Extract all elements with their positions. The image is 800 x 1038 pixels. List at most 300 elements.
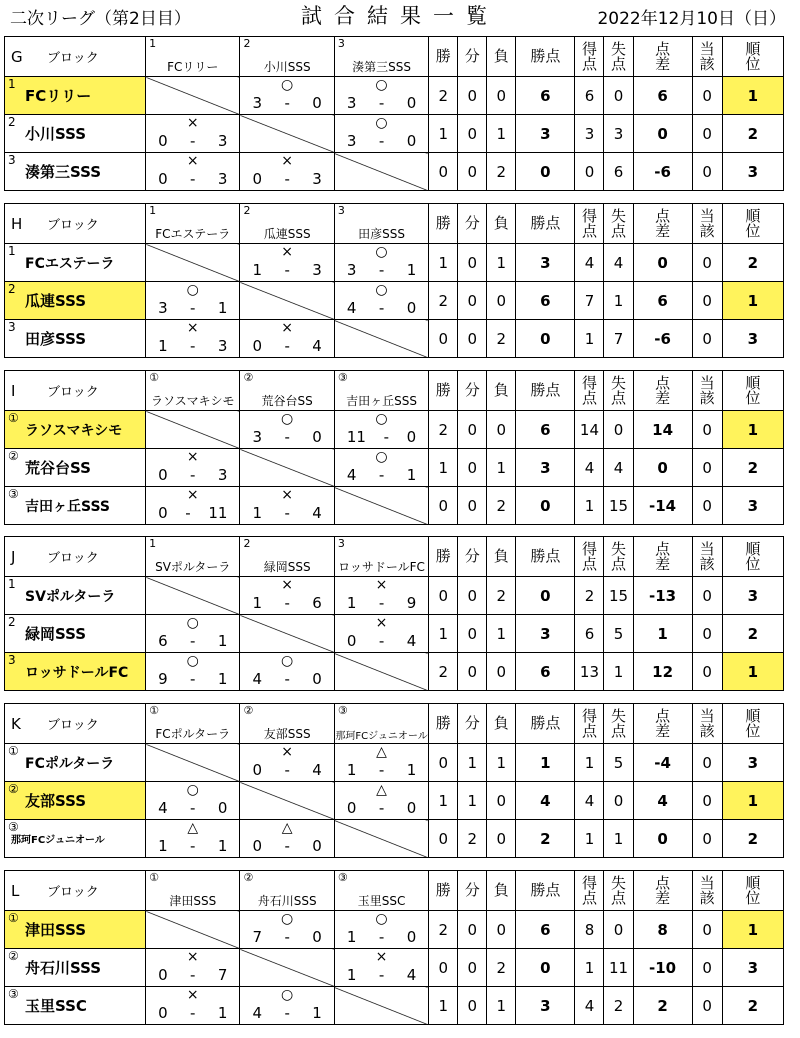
wins-value — [429, 487, 458, 525]
goals-for-value-text: 1 — [584, 829, 595, 848]
team-number: 2 — [8, 615, 16, 629]
match-score — [240, 837, 333, 855]
draws-value — [458, 320, 487, 358]
goal-diff-value-text: -6 — [654, 162, 671, 181]
rank-header-line2: 位 — [745, 221, 761, 240]
points-header-label: 勝点 — [530, 714, 561, 732]
block-letter-cell — [5, 371, 146, 411]
block-label: ブロック — [47, 718, 99, 733]
goals-for-header-line1: 得 — [581, 539, 597, 558]
score-separator: - — [378, 132, 385, 150]
rank-value — [722, 820, 783, 858]
draws-value — [458, 449, 487, 487]
rank-value — [722, 282, 783, 320]
score-separator: - — [190, 466, 196, 484]
goals-against-value-text: 0 — [613, 420, 624, 439]
wins-value-text: 2 — [438, 291, 449, 310]
score-for: 0 — [346, 799, 357, 817]
match-score — [335, 966, 428, 984]
losses-value — [487, 115, 516, 153]
table-row — [5, 820, 784, 858]
result-mark: ○ — [281, 987, 294, 1003]
draws-value — [458, 820, 487, 858]
losses-value — [487, 244, 516, 282]
score-separator: - — [190, 966, 196, 984]
goals-for-value — [575, 115, 604, 153]
team-name: SVポルターラ — [25, 588, 116, 605]
losses-value — [487, 77, 516, 115]
losses-value-text: 1 — [496, 624, 507, 643]
goals-against-header-line1: 失 — [610, 373, 626, 392]
wins-value — [429, 911, 458, 949]
draws-value — [458, 653, 487, 691]
match-result-cell — [146, 449, 240, 487]
score-separator: - — [378, 594, 385, 612]
result-mark: × — [281, 487, 294, 503]
goals-against-header — [604, 371, 633, 411]
match-result-cell — [240, 820, 334, 858]
points-header-label: 勝点 — [530, 381, 561, 399]
score-for: 1 — [346, 966, 357, 984]
opponent-number: ① — [149, 704, 159, 717]
draws-value — [458, 744, 487, 782]
goals-for-value — [575, 987, 604, 1025]
goal-diff-value — [633, 782, 692, 820]
wins-value-text: 0 — [438, 496, 449, 515]
match-result-cell — [240, 653, 334, 691]
goal-diff-value — [633, 911, 692, 949]
losses-value-text: 0 — [496, 791, 507, 810]
rank-value-text: 2 — [747, 458, 759, 477]
points-header — [516, 704, 575, 744]
goal-diff-header — [633, 704, 692, 744]
score-against: 0 — [406, 928, 417, 946]
match-result-cell — [240, 577, 334, 615]
score-separator: - — [284, 928, 290, 946]
draw-header-label: 分 — [464, 47, 480, 65]
team-number: 1 — [8, 77, 16, 91]
opponent-name: 小川SSS — [263, 60, 311, 74]
self-match-cell — [240, 782, 334, 820]
draws-value-text: 0 — [467, 586, 478, 605]
match-date: 2022年12月10日（日） — [597, 9, 786, 29]
block-letter-cell — [5, 37, 146, 77]
team-name-cell — [5, 411, 146, 449]
points-value — [516, 782, 575, 820]
goals-for-value — [575, 77, 604, 115]
opponent-header — [334, 37, 428, 77]
score-for: 6 — [158, 632, 168, 650]
team-number: ② — [8, 949, 19, 963]
rank-value-text: 1 — [747, 291, 759, 310]
opponent-number: 3 — [337, 537, 345, 550]
draw-header-label: 分 — [464, 714, 480, 732]
losses-value — [487, 744, 516, 782]
losses-value — [487, 653, 516, 691]
rank-header-line1: 順 — [745, 39, 761, 58]
win-header-label: 勝 — [435, 381, 451, 399]
goal-diff-header — [633, 204, 692, 244]
block-letter: J — [11, 547, 16, 566]
head-to-head-header — [692, 704, 722, 744]
wins-value — [429, 244, 458, 282]
goals-against-header — [604, 537, 633, 577]
match-score — [146, 504, 239, 522]
points-value-text: 4 — [540, 791, 551, 810]
wins-value-text: 2 — [438, 86, 449, 105]
goal-diff-header — [633, 537, 692, 577]
result-mark: ○ — [375, 244, 388, 260]
match-score — [240, 761, 333, 779]
draws-value-text: 0 — [467, 329, 478, 348]
block-letter: L — [11, 881, 20, 900]
goals-against-value — [604, 115, 633, 153]
match-score — [146, 1004, 239, 1022]
block-letter-cell — [5, 871, 146, 911]
match-result-cell — [334, 782, 428, 820]
wins-value — [429, 153, 458, 191]
points-value — [516, 987, 575, 1025]
self-match-cell — [240, 449, 334, 487]
losses-value-text: 2 — [496, 496, 507, 515]
points-header-label: 勝点 — [530, 881, 561, 899]
opponent-number: ① — [149, 871, 159, 884]
match-score — [335, 928, 428, 946]
league-title: 二次リーグ（第2日目） — [10, 9, 191, 29]
score-separator: - — [284, 94, 290, 112]
result-mark: × — [375, 949, 388, 965]
rank-header — [722, 871, 783, 911]
wins-value-text: 1 — [438, 624, 449, 643]
win-header-label: 勝 — [435, 214, 451, 232]
team-name: 田彦SSS — [25, 330, 87, 348]
rank-header — [722, 37, 783, 77]
points-value-text: 3 — [540, 253, 551, 272]
points-value — [516, 615, 575, 653]
rank-value-text: 1 — [747, 662, 759, 681]
losses-value — [487, 153, 516, 191]
opponent-number: 3 — [337, 37, 345, 50]
opponent-name: 那珂FCジュニオール — [335, 731, 428, 742]
score-separator: - — [190, 837, 196, 855]
score-against: 1 — [217, 1004, 228, 1022]
score-for: 7 — [252, 928, 262, 946]
rank-header-line2: 位 — [745, 554, 761, 573]
rank-value — [722, 615, 783, 653]
points-header-label: 勝点 — [530, 47, 561, 65]
rank-value-text: 1 — [747, 920, 759, 939]
team-name-cell — [5, 282, 146, 320]
score-for: 3 — [346, 132, 357, 150]
draws-value-text: 1 — [467, 791, 478, 810]
head-to-head-header-line2: 該 — [699, 54, 715, 73]
match-score — [335, 594, 428, 612]
head-to-head-value-text: 0 — [702, 920, 712, 939]
head-to-head-header — [692, 371, 722, 411]
rank-value — [722, 153, 783, 191]
rank-value — [722, 244, 783, 282]
wins-value-text: 1 — [438, 458, 449, 477]
block-k-table — [4, 703, 784, 858]
match-result-cell — [146, 487, 240, 525]
block-letter-cell — [5, 537, 146, 577]
match-result-cell — [146, 987, 240, 1025]
match-score — [240, 928, 333, 946]
wins-value-text: 2 — [438, 420, 449, 439]
score-against: 0 — [312, 837, 322, 855]
score-for: 0 — [252, 761, 262, 779]
opponent-header — [146, 204, 240, 244]
points-value — [516, 820, 575, 858]
table-row — [5, 411, 784, 449]
goals-against-value — [604, 911, 633, 949]
head-to-head-header-line1: 当 — [699, 39, 715, 58]
draws-value — [458, 782, 487, 820]
result-mark: × — [186, 449, 199, 465]
block-header-row — [5, 204, 784, 244]
score-against: 0 — [406, 428, 417, 446]
goals-for-value — [575, 487, 604, 525]
score-against: 0 — [217, 799, 228, 817]
goals-for-value — [575, 949, 604, 987]
table-row — [5, 320, 784, 358]
goals-against-value-text: 3 — [613, 124, 624, 143]
goals-for-header — [575, 704, 604, 744]
opponent-number: 2 — [243, 204, 251, 217]
head-to-head-value — [692, 411, 722, 449]
score-for: 1 — [346, 761, 357, 779]
result-mark: ○ — [186, 282, 199, 298]
goal-diff-value-text: -13 — [649, 586, 677, 605]
goals-against-value-text: 0 — [613, 791, 624, 810]
points-header-label: 勝点 — [530, 214, 561, 232]
self-match-cell — [240, 115, 334, 153]
match-result-cell — [240, 987, 334, 1025]
goals-against-header-line2: 点 — [610, 221, 626, 240]
score-against: 0 — [406, 299, 417, 317]
goals-against-value — [604, 411, 633, 449]
loss-header-label: 負 — [493, 881, 509, 899]
team-name-cell — [5, 820, 146, 858]
score-against: 1 — [312, 1004, 322, 1022]
team-name: 津田SSS — [25, 921, 87, 939]
losses-value-text: 2 — [496, 162, 507, 181]
goals-for-value — [575, 782, 604, 820]
match-result-cell — [240, 487, 334, 525]
opponent-header — [240, 871, 334, 911]
goals-against-value-text: 4 — [613, 253, 624, 272]
goals-against-value — [604, 987, 633, 1025]
score-against: 0 — [406, 94, 417, 112]
score-for: 4 — [252, 670, 262, 688]
win-header-label: 勝 — [435, 714, 451, 732]
table-row — [5, 115, 784, 153]
head-to-head-header-line2: 該 — [699, 554, 715, 573]
goals-against-value-text: 5 — [613, 753, 624, 772]
goal-diff-header-line2: 差 — [655, 554, 671, 573]
opponent-name: ロッサドールFC — [338, 560, 425, 574]
goal-diff-header — [633, 871, 692, 911]
opponent-name: ラソスマキシモ — [151, 394, 235, 408]
win-header — [429, 371, 458, 411]
score-against: 3 — [217, 466, 228, 484]
block-letter-cell — [5, 704, 146, 744]
goals-against-header-line2: 点 — [610, 54, 626, 73]
score-against: 1 — [406, 466, 417, 484]
goals-against-value — [604, 487, 633, 525]
block-i-table — [4, 370, 784, 525]
match-score — [335, 428, 428, 446]
head-to-head-header-line2: 該 — [699, 221, 715, 240]
goal-diff-value-text: 0 — [657, 458, 668, 477]
goal-diff-header-line1: 点 — [655, 206, 671, 225]
rank-value — [722, 487, 783, 525]
goal-diff-header-line1: 点 — [655, 873, 671, 892]
points-value-text: 0 — [540, 162, 551, 181]
goals-against-header — [604, 204, 633, 244]
result-mark: × — [281, 744, 294, 760]
score-separator: - — [190, 1004, 196, 1022]
score-separator: - — [185, 504, 191, 522]
draws-value-text: 0 — [467, 996, 478, 1015]
head-to-head-header — [692, 204, 722, 244]
score-against: 4 — [312, 337, 322, 355]
match-score — [335, 632, 428, 650]
opponent-name: 友部SSS — [263, 727, 311, 741]
goal-diff-value — [633, 653, 692, 691]
table-row — [5, 782, 784, 820]
goal-diff-value — [633, 577, 692, 615]
score-separator: - — [378, 466, 385, 484]
head-to-head-value — [692, 782, 722, 820]
head-to-head-value-text: 0 — [702, 586, 712, 605]
score-against: 11 — [208, 504, 228, 522]
points-value-text: 6 — [540, 420, 551, 439]
draw-header-label: 分 — [464, 547, 480, 565]
score-for: 1 — [346, 928, 357, 946]
score-for: 0 — [158, 966, 168, 984]
opponent-header — [146, 37, 240, 77]
goal-diff-value-text: -10 — [649, 958, 677, 977]
head-to-head-value-text: 0 — [702, 753, 712, 772]
goals-against-value — [604, 577, 633, 615]
result-mark: ○ — [375, 282, 388, 298]
points-value-text: 3 — [540, 996, 551, 1015]
head-to-head-header-line1: 当 — [699, 706, 715, 725]
result-mark: ○ — [186, 615, 199, 631]
table-row — [5, 153, 784, 191]
goals-against-value — [604, 244, 633, 282]
result-mark: × — [186, 320, 199, 336]
draws-value-text: 0 — [467, 662, 478, 681]
goals-for-header-line2: 点 — [581, 388, 597, 407]
match-score — [146, 837, 239, 855]
match-score — [335, 94, 428, 112]
head-to-head-value — [692, 577, 722, 615]
goals-for-value — [575, 153, 604, 191]
goals-for-header-line1: 得 — [581, 206, 597, 225]
goal-diff-header-line2: 差 — [655, 54, 671, 73]
team-name: 玉里SSC — [25, 997, 87, 1015]
goals-against-header-line1: 失 — [610, 539, 626, 558]
opponent-name: 緑岡SSS — [263, 560, 311, 574]
goal-diff-value — [633, 744, 692, 782]
score-separator: - — [378, 299, 385, 317]
goal-diff-value-text: 6 — [657, 86, 668, 105]
rank-header — [722, 537, 783, 577]
goal-diff-value — [633, 244, 692, 282]
head-to-head-header-line1: 当 — [699, 873, 715, 892]
points-value — [516, 320, 575, 358]
block-letter: I — [11, 381, 16, 400]
score-against: 0 — [312, 670, 322, 688]
team-number: 1 — [8, 244, 16, 258]
goal-diff-header — [633, 371, 692, 411]
wins-value-text: 0 — [438, 329, 449, 348]
head-to-head-value-text: 0 — [702, 162, 712, 181]
team-number: 2 — [8, 115, 16, 129]
head-to-head-value-text: 0 — [702, 124, 712, 143]
wins-value — [429, 820, 458, 858]
goals-against-value-text: 7 — [613, 329, 624, 348]
goals-for-value — [575, 320, 604, 358]
match-score — [240, 170, 333, 188]
match-score — [240, 337, 333, 355]
head-to-head-header-line1: 当 — [699, 373, 715, 392]
opponent-name: 瓜連SSS — [263, 227, 311, 241]
team-name-cell — [5, 320, 146, 358]
head-to-head-header-line2: 該 — [699, 888, 715, 907]
team-name: 瓜連SSS — [25, 292, 87, 310]
score-for: 3 — [346, 261, 357, 279]
opponent-header — [240, 37, 334, 77]
head-to-head-value — [692, 77, 722, 115]
points-value-text: 0 — [540, 329, 551, 348]
score-separator: - — [190, 799, 196, 817]
result-mark: × — [281, 320, 294, 336]
loss-header-label: 負 — [493, 214, 509, 232]
score-separator: - — [284, 170, 290, 188]
head-to-head-value-text: 0 — [702, 329, 712, 348]
block-h-table — [4, 203, 784, 358]
score-against: 4 — [312, 761, 322, 779]
goals-against-value — [604, 153, 633, 191]
team-name-cell — [5, 77, 146, 115]
opponent-name: 舟石川SSS — [257, 894, 317, 908]
draws-value-text: 2 — [467, 829, 478, 848]
wins-value-text: 1 — [438, 253, 449, 272]
loss-header-label: 負 — [493, 714, 509, 732]
points-value — [516, 911, 575, 949]
loss-header — [487, 371, 516, 411]
score-for: 1 — [252, 594, 262, 612]
goals-for-value-text: 1 — [584, 958, 595, 977]
draw-header-label: 分 — [464, 381, 480, 399]
score-for: 4 — [252, 1004, 262, 1022]
goals-against-value-text: 0 — [613, 920, 624, 939]
block-label: ブロック — [47, 551, 99, 566]
team-name: 那珂FCジュニオール — [11, 835, 105, 846]
score-for: 0 — [158, 170, 168, 188]
match-result-cell — [334, 411, 428, 449]
head-to-head-value-text: 0 — [702, 624, 712, 643]
goal-diff-value — [633, 77, 692, 115]
rank-header — [722, 371, 783, 411]
win-header — [429, 537, 458, 577]
match-result-cell — [334, 615, 428, 653]
result-mark: ○ — [375, 411, 388, 427]
goal-diff-value — [633, 449, 692, 487]
